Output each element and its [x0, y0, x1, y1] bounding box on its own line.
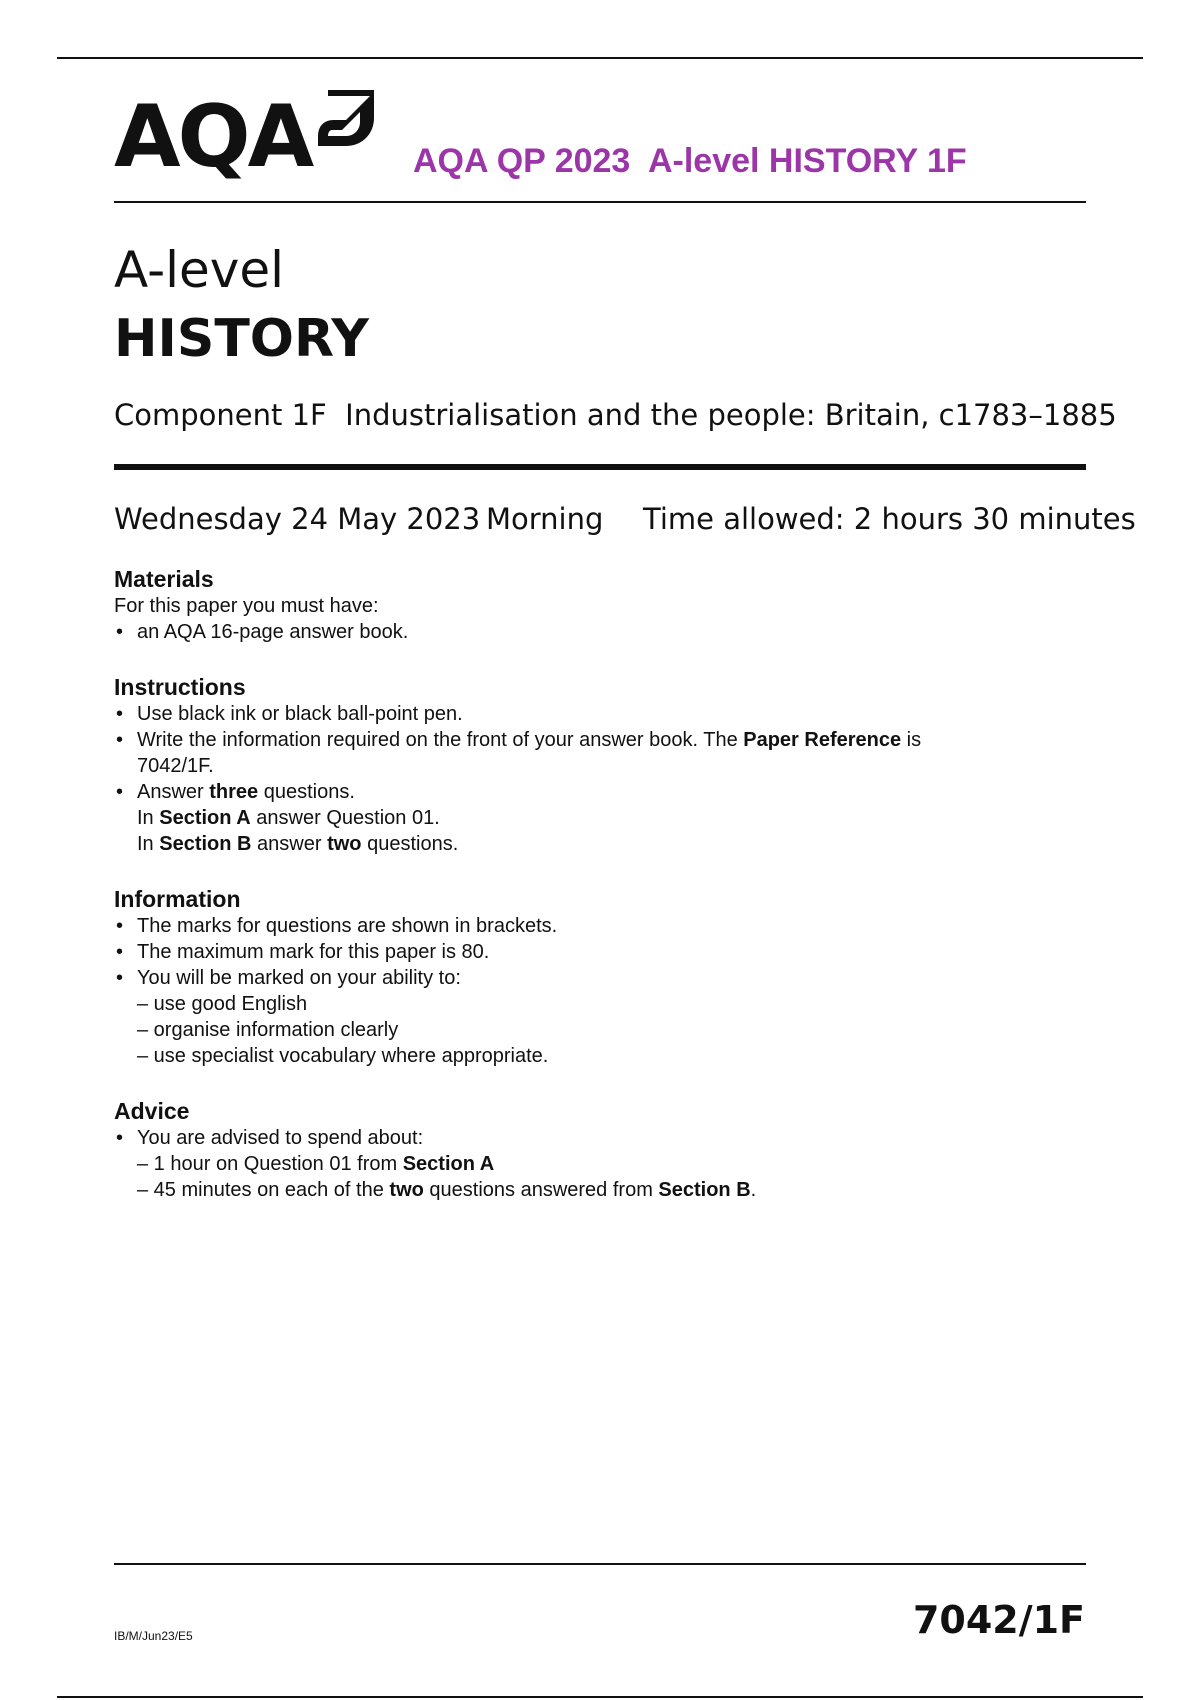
information-item: • You will be marked on your ability to: — [114, 965, 1094, 991]
advice-text: questions answered from — [423, 1179, 659, 1201]
instructions-text: Answer — [137, 781, 210, 803]
paper-code: 7042/1F — [912, 1598, 1085, 1642]
instructions-item — [114, 779, 1094, 805]
qualification-level: A-level — [114, 241, 285, 299]
instructions-emphasis: three — [209, 781, 259, 803]
materials-heading: Materials — [114, 566, 214, 592]
header-rule — [114, 201, 1086, 203]
aqa-logo-text: AQA — [114, 87, 312, 187]
information-subitem: – use good English — [137, 993, 308, 1015]
information-item: • The marks for questions are shown in brackets. — [114, 913, 1094, 939]
paper-reference-value: 7042/1F. — [137, 755, 214, 777]
instructions-text: questions. — [258, 781, 355, 803]
thick-divider — [114, 464, 1086, 470]
component-title: Component 1F Industrialisation and the people: Britain, c1783–1885 — [114, 398, 1117, 432]
document-header-title: AQA QP 2023 A-level HISTORY 1F — [413, 142, 967, 180]
subject-title: HISTORY — [114, 309, 369, 369]
advice-emphasis: Section B — [658, 1179, 751, 1201]
advice-emphasis: Section A — [402, 1153, 495, 1175]
instructions-emphasis: two — [327, 833, 362, 855]
instructions-item: • Use black ink or black ball-point pen. — [114, 701, 1094, 727]
aqa-logo-mark-icon — [318, 90, 374, 146]
information-section — [114, 885, 1094, 1069]
advice-text: . — [750, 1179, 757, 1201]
exam-session: Morning — [486, 502, 604, 536]
advice-text: – 1 hour on Question 01 from — [137, 1153, 403, 1175]
instructions-subitem — [114, 805, 1094, 831]
advice-item: • You are advised to spend about: — [114, 1125, 1094, 1151]
footer-reference: IB/M/Jun23/E5 — [114, 1629, 193, 1643]
advice-emphasis: two — [389, 1179, 424, 1201]
information-item: • The maximum mark for this paper is 80. — [114, 939, 1094, 965]
advice-subitem — [114, 1151, 1094, 1177]
information-subitem: – organise information clearly — [137, 1019, 399, 1041]
advice-text: – 45 minutes on each of the — [137, 1179, 390, 1201]
exam-date-line — [114, 502, 1136, 542]
materials-section — [114, 565, 1094, 645]
advice-section — [114, 1097, 1094, 1203]
instructions-text: questions. — [361, 833, 459, 855]
footer-rule — [114, 1563, 1086, 1565]
information-subitem: – use specialist vocabulary where appropriate. — [137, 1045, 549, 1067]
exam-date: Wednesday 24 May 2023 — [114, 502, 481, 536]
instructions-section — [114, 673, 1094, 857]
instructions-item — [114, 727, 1094, 753]
instructions-heading: Instructions — [114, 674, 246, 700]
instructions-subitem — [114, 831, 1094, 857]
paper-reference-label: Paper Reference — [743, 729, 902, 751]
materials-item: • an AQA 16-page answer book. — [114, 619, 1094, 645]
instructions-text: answer Question 01. — [250, 807, 440, 829]
bottom-rule — [57, 1696, 1143, 1698]
instructions-text: In — [137, 807, 160, 829]
instructions-emphasis: Section A — [159, 807, 251, 829]
instructions-text: is — [901, 729, 922, 751]
advice-heading: Advice — [114, 1098, 190, 1124]
top-rule — [57, 57, 1143, 59]
instructions-text: answer — [251, 833, 328, 855]
aqa-logo — [114, 88, 374, 188]
materials-intro: For this paper you must have: — [114, 595, 379, 617]
time-allowed: Time allowed: 2 hours 30 minutes — [643, 502, 1136, 536]
instructions-text: In — [137, 833, 160, 855]
information-heading: Information — [114, 886, 241, 912]
advice-subitem — [114, 1177, 1094, 1203]
instructions-text: Write the information required on the front of your answer book. The — [137, 729, 744, 751]
instructions-emphasis: Section B — [159, 833, 252, 855]
